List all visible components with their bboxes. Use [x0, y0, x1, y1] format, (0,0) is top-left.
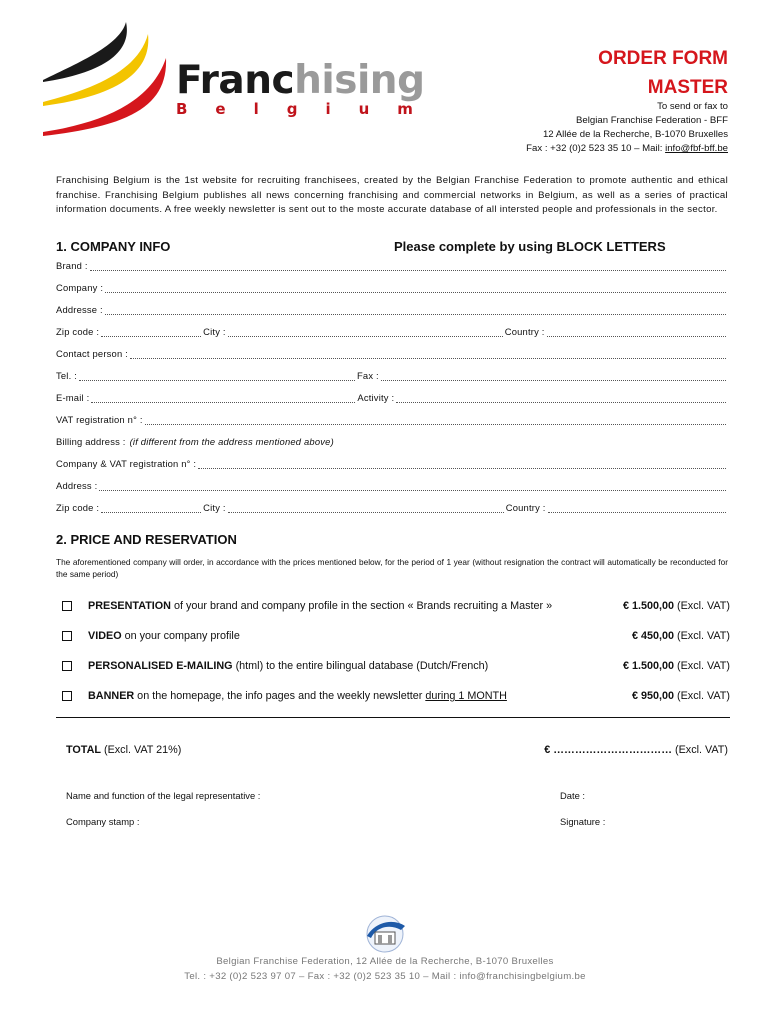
item-video: VIDEO on your company profile € 450,00 (Excl. VAT) [62, 627, 730, 645]
item-presentation: PRESENTATION of your brand and company profile in the section « Brands recruiting a Master » € 1.500,00 (Excl. VAT) [62, 597, 730, 615]
item-banner: BANNER on the homepage, the info pages and the weekly newsletter during 1 MONTH € 950,00 (Excl. VAT) [62, 687, 730, 705]
divider [56, 717, 730, 718]
tel-fax-row[interactable]: Tel. : Fax : [56, 370, 728, 384]
send-text: To send or fax to [657, 101, 728, 112]
date-label: Date : [560, 790, 586, 801]
org-address: 12 Allée de la Recherche, B-1070 Bruxelles [542, 129, 728, 140]
title-line1: ORDER FORM [598, 48, 728, 69]
video-checkbox[interactable] [62, 631, 72, 641]
contract-note: The aforementioned company will order, in accordance with the prices mentioned below, for the period of 1 year (without resignation the contract will automatically be reconducted for the same period) [56, 557, 728, 579]
recipient-address [526, 100, 728, 156]
address-field[interactable]: Addresse : [56, 304, 728, 318]
section2-heading: 2. PRICE AND RESERVATION [56, 532, 237, 547]
email-link[interactable]: info@fbf-bff.be [665, 143, 728, 154]
total-label: TOTAL [66, 744, 101, 756]
presentation-checkbox[interactable] [62, 601, 72, 611]
brand-wordmark: Franchising [176, 58, 425, 103]
total-row: TOTAL (Excl. VAT 21%) € …………………………… (Excl. VAT) [66, 744, 728, 756]
zip-city-country-row[interactable]: Zip code : City : Country : [56, 326, 728, 340]
footer-address: Belgian Franchise Federation, 12 Allée de la Recherche, B-1070 Bruxelles [216, 956, 554, 967]
stamp-signature-row[interactable] [66, 816, 666, 827]
vat-field[interactable]: VAT registration n° : [56, 414, 728, 428]
brand-subtitle: Belgium [176, 100, 441, 118]
franchising-belgium-logo-icon [40, 20, 180, 140]
emailing-checkbox[interactable] [62, 661, 72, 671]
signature-label: Signature : [560, 816, 606, 827]
block-letters-instruction: Please complete by using BLOCK LETTERS [394, 239, 666, 254]
form-title [598, 44, 728, 102]
billing-address-field[interactable]: Address : [56, 480, 728, 494]
page-footer [0, 954, 770, 984]
section1-heading: 1. COMPANY INFO [56, 239, 171, 254]
fax-mail-line: Fax : +32 (0)2 523 35 10 – Mail: info@fbf-bff.be [526, 143, 728, 154]
company-vat-field[interactable]: Company & VAT registration n° : [56, 458, 728, 472]
intro-paragraph: Franchising Belgium is the 1st website for recruiting franchisees, created by the Belgian Franchise Federation to promote authentic and ethical franchise. Franchising Belgium publishes all news concerning franchising and commercial networks in Belgium, as well as a series of practical information documents. A free weekly newsletter is sent out to the moste accurate database of all intersted people and professionals in the sector. [56, 175, 728, 215]
federation-logo-icon [361, 914, 409, 954]
billing-zip-city-country-row[interactable]: Zip code : City : Country : [56, 502, 728, 516]
brand-field[interactable]: Brand : [56, 260, 728, 274]
legal-rep-label: Name and function of the legal representative : [66, 790, 261, 801]
stamp-label: Company stamp : [66, 816, 140, 827]
email-activity-row[interactable]: E-mail : Activity : [56, 392, 728, 406]
item-emailing: PERSONALISED E-MAILING (html) to the entire bilingual database (Dutch/French) € 1.500,00 (Excl. VAT) [62, 657, 730, 675]
company-field[interactable]: Company : [56, 282, 728, 296]
title-line2: MASTER [647, 77, 728, 98]
footer-contact: Tel. : +32 (0)2 523 97 07 – Fax : +32 (0)2 523 35 10 – Mail : info@franchisingbelgium.be [184, 971, 586, 982]
total-value[interactable]: € …………………………… (Excl. VAT) [544, 744, 728, 756]
banner-checkbox[interactable] [62, 691, 72, 701]
billing-address-label: Billing address : (if different from the address mentioned above) [56, 436, 334, 447]
legal-rep-date-row[interactable] [66, 790, 666, 801]
contact-person-field[interactable]: Contact person : [56, 348, 728, 362]
org-name: Belgian Franchise Federation - BFF [576, 115, 728, 126]
